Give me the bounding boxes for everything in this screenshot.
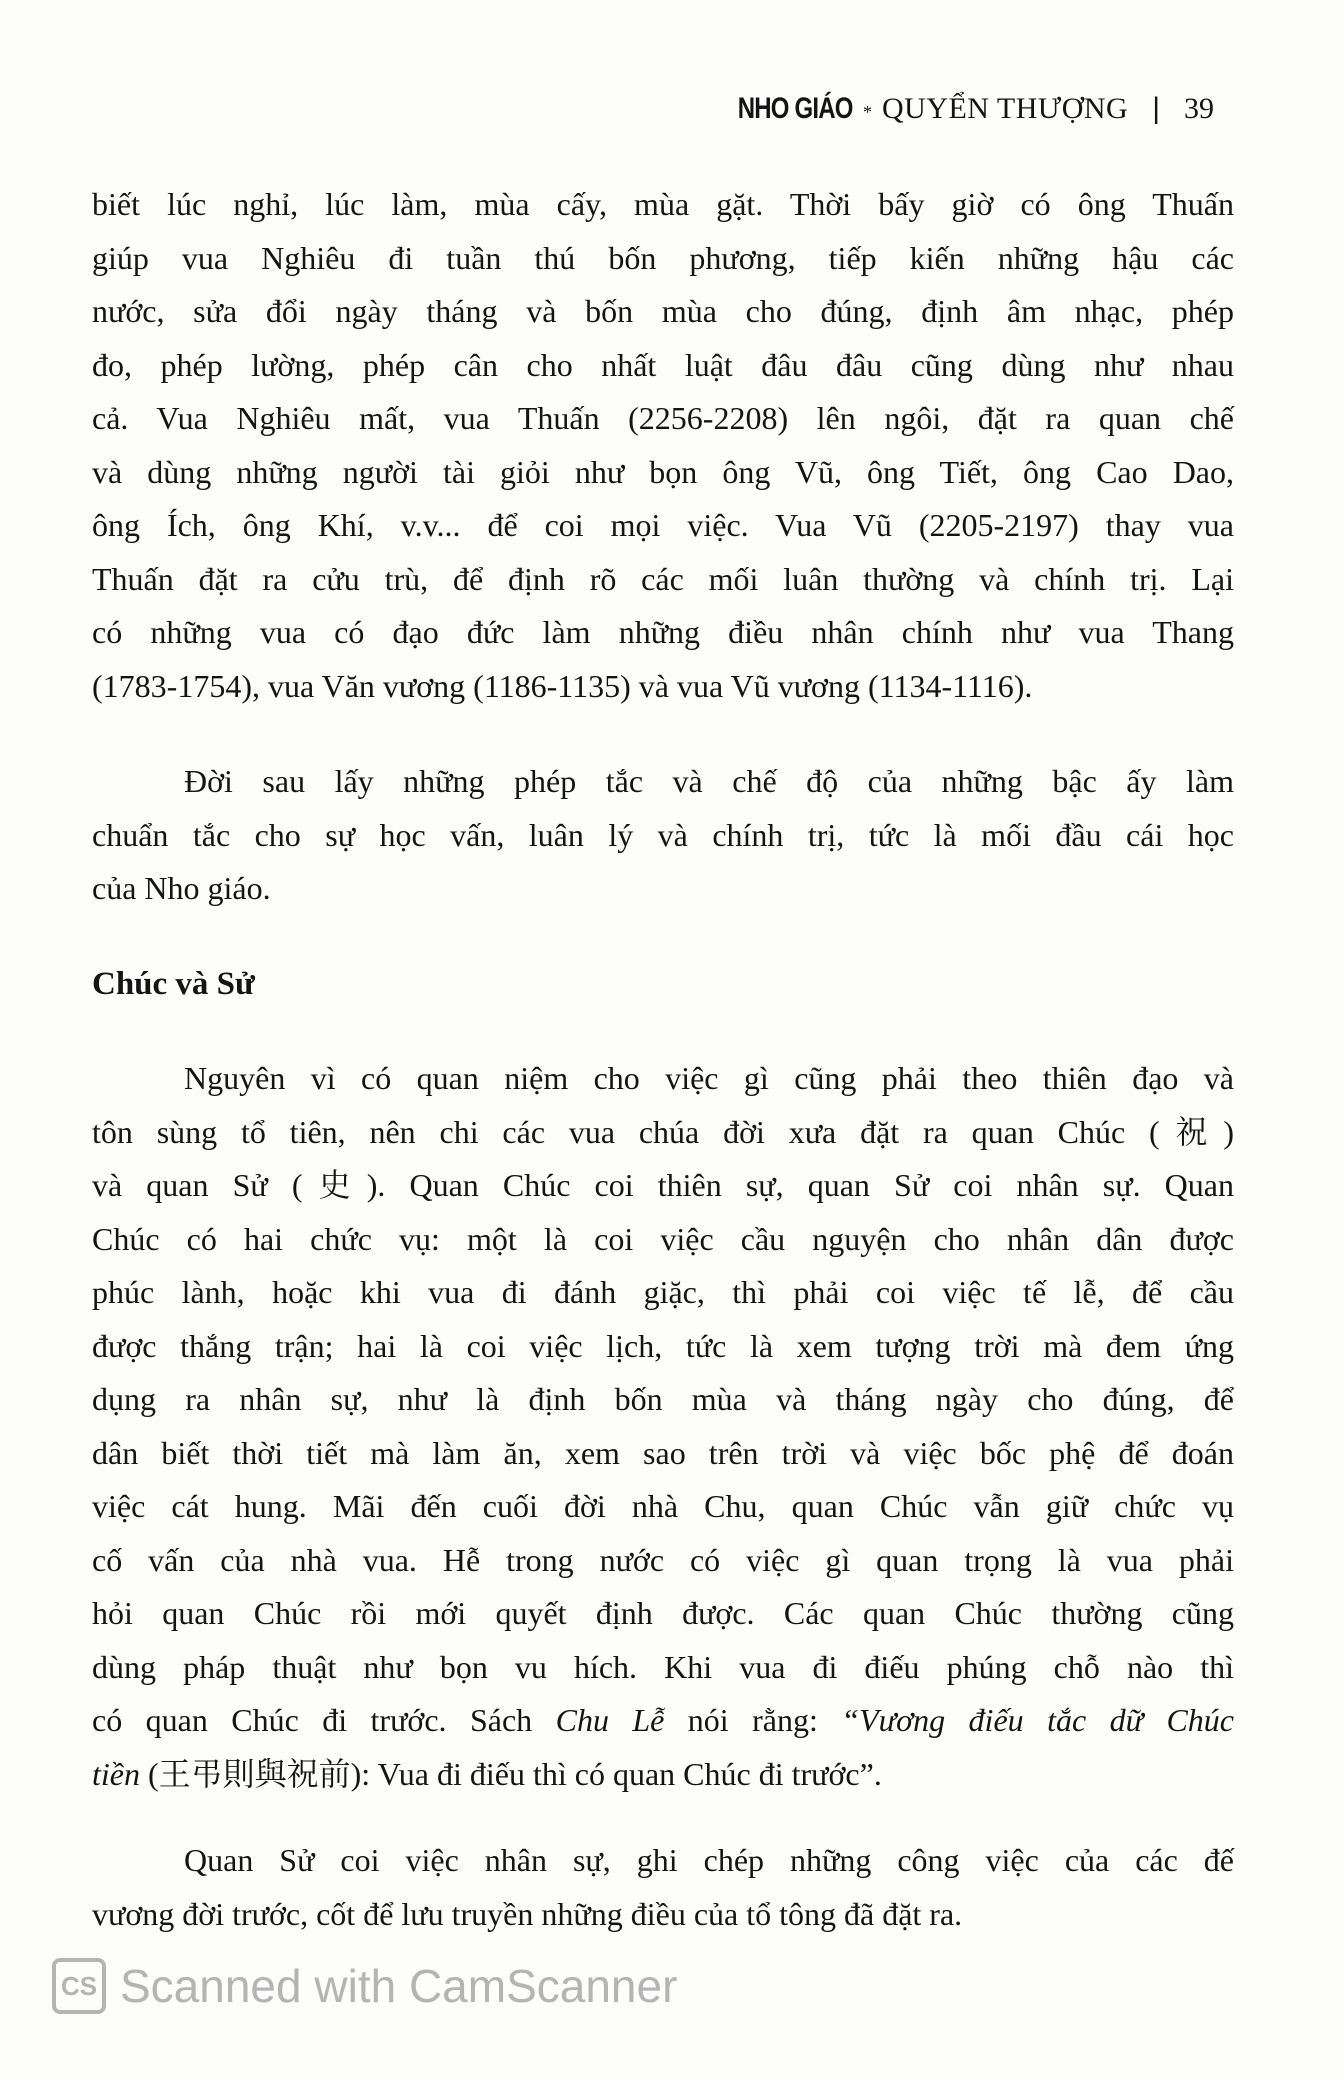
text-line (92, 1427, 1234, 1481)
text-segment: (王弔則與祝前): Vua đi điếu thì có quan Chúc đi trước”. (139, 1755, 882, 1792)
camscanner-logo-icon: CS (52, 1958, 106, 2014)
text-line (92, 1587, 1234, 1641)
book-title: NHO GIÁO (738, 92, 853, 125)
text-segment: có quan Chúc đi trước. Sách (92, 1702, 556, 1738)
paragraph (92, 178, 1234, 713)
text-line (92, 809, 1234, 863)
text-line (92, 606, 1234, 660)
paragraph (92, 1834, 1234, 1941)
text-line (92, 1106, 1234, 1160)
paragraph (92, 755, 1234, 916)
running-header (709, 92, 1214, 126)
text-segment: ông Ích, ông Khí, v.v... để coi mọi việc. Vua Vũ (2205-2197) thay vua (92, 507, 1234, 543)
text-segment: có những vua có đạo đức làm những điều nhân chính như vua Thang (92, 614, 1234, 650)
text-segment: hỏi quan Chúc rồi mới quyết định được. Các quan Chúc thường cũng (92, 1595, 1234, 1631)
text-segment: nước, sửa đổi ngày tháng và bốn mùa cho đúng, định âm nhạc, phép (92, 293, 1234, 329)
text-line (92, 232, 1234, 286)
text-segment: nói rằng: (664, 1702, 842, 1738)
text-segment: Thuấn đặt ra cửu trù, để định rõ các mối luân thường và chính trị. Lại (92, 560, 1234, 597)
text-line (92, 1373, 1234, 1427)
text-line (92, 1888, 1234, 1942)
volume-title: QUYỂN THƯỢNG (881, 92, 1129, 125)
text-line (92, 1480, 1234, 1534)
text-segment: đo, phép lường, phép cân cho nhất luật đâu đâu cũng dùng như nhau (92, 346, 1234, 383)
text-segment: dân biết thời tiết mà làm ăn, xem sao trên trời và việc bốc phệ để đoán (92, 1434, 1234, 1471)
text-segment: biết lúc nghỉ, lúc làm, mùa cấy, mùa gặt. Thời bấy giờ có ông Thuấn (92, 186, 1234, 222)
italic-text: tiền (92, 1755, 140, 1792)
header-separator: | (1152, 92, 1160, 125)
text-segment: và dùng những người tài giỏi như bọn ông Vũ, ông Tiết, ông Cao Dao, (92, 453, 1234, 490)
text-segment: chuẩn tắc cho sự học vấn, luân lý và chính trị, tức là mối đầu cái học (92, 816, 1234, 853)
text-segment: phúc lành, hoặc khi vua đi đánh giặc, thì phải coi việc tế lễ, để cầu (92, 1274, 1234, 1310)
text-line (92, 1159, 1234, 1213)
text-line (92, 862, 1234, 916)
text-segment: (1783-1754), vua Văn vương (1186-1135) và vua Vũ vương (1134-1116). (92, 667, 1033, 704)
text-line (92, 1320, 1234, 1374)
text-line (92, 1748, 1234, 1802)
text-segment: Chúc có hai chức vụ: một là coi việc cầu nguyện cho nhân dân được (92, 1220, 1234, 1257)
italic-text: “Vương điếu tắc dữ Chúc (841, 1702, 1235, 1738)
text-line (92, 1534, 1234, 1588)
text-line (92, 178, 1234, 232)
text-line (92, 1213, 1234, 1267)
text-segment: cả. Vua Nghiêu mất, vua Thuấn (2256-2208) lên ngôi, đặt ra quan chế (92, 400, 1234, 436)
text-segment: và quan Sử (史). Quan Chúc coi thiên sự, quan Sử coi nhân sự. Quan (92, 1167, 1234, 1203)
text-segment: Đời sau lấy những phép tắc và chế độ của những bậc ấy làm (184, 763, 1234, 799)
text-segment: việc cát hung. Mãi đến cuối đời nhà Chu, quan Chúc vẫn giữ chức vụ (92, 1488, 1234, 1524)
italic-text: Chu Lễ (555, 1702, 665, 1738)
text-segment: của Nho giáo. (92, 870, 271, 906)
text-line (92, 1694, 1234, 1748)
text-segment: tôn sùng tổ tiên, nên chi các vua chúa đời xưa đặt ra quan Chúc (祝) (92, 1113, 1234, 1150)
page-number: 39 (1184, 92, 1214, 125)
text-line (92, 392, 1234, 446)
camscanner-watermark (52, 1958, 677, 2014)
text-segment: được thắng trận; hai là coi việc lịch, tức là xem tượng trời mà đem ứng (92, 1327, 1234, 1364)
text-segment: Nguyên vì có quan niệm cho việc gì cũng phải theo thiên đạo và (184, 1060, 1234, 1096)
star-ornament: * (862, 102, 872, 122)
text-line (92, 660, 1234, 714)
text-segment: vương đời trước, cốt để lưu truyền những điều của tổ tông đã đặt ra. (92, 1895, 963, 1932)
text-line (92, 755, 1234, 809)
paragraph (92, 1052, 1234, 1801)
text-segment: cố vấn của nhà vua. Hễ trong nước có việc gì quan trọng là vua phải (92, 1541, 1234, 1578)
text-line (92, 553, 1234, 607)
text-line (92, 499, 1234, 553)
text-line (92, 446, 1234, 500)
text-line (92, 339, 1234, 393)
text-segment: giúp vua Nghiêu đi tuần thú bốn phương, tiếp kiến những hậu các (92, 239, 1234, 276)
text-line (92, 1834, 1234, 1888)
text-line (92, 1266, 1234, 1320)
text-line (92, 285, 1234, 339)
text-segment: dùng pháp thuật như bọn vu hích. Khi vua đi điếu phúng chỗ nào thì (92, 1648, 1234, 1685)
watermark-text: Scanned with CamScanner (120, 1960, 678, 2012)
section-heading: Chúc và Sử (92, 966, 255, 1002)
text-line (92, 1052, 1234, 1106)
text-segment: Quan Sử coi việc nhân sự, ghi chép những công việc của các đế (184, 1842, 1234, 1878)
text-segment: dụng ra nhân sự, như là định bốn mùa và tháng ngày cho đúng, để (92, 1381, 1234, 1417)
text-line (92, 1641, 1234, 1695)
